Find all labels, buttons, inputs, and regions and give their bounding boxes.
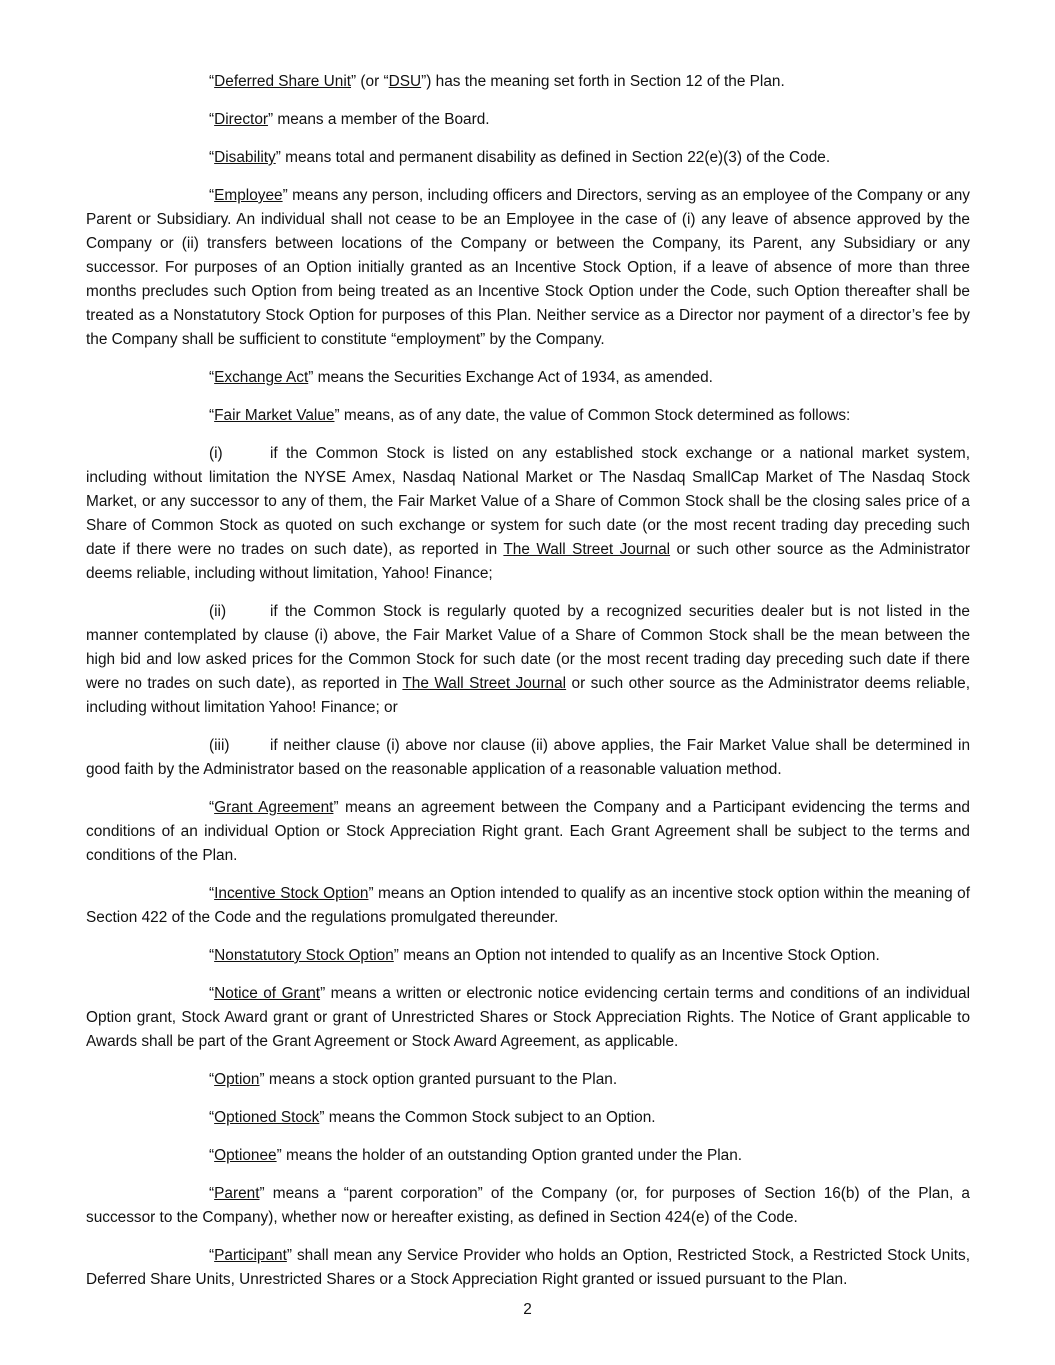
defined-term: Parent [214, 1185, 260, 1202]
defined-term: Disability [214, 149, 276, 166]
defined-term: Fair Market Value [214, 407, 335, 424]
definition-notice-of-grant: “Notice of Grant” means a written or electronic notice evidencing certain terms and conditions of an individual Option grant, Stock Award grant or grant of Unrestricted Shares or Stock Appreciation Rights. The Notice of Grant applicable to Awards shall be part of the Grant Agreement or Stock Award Agreement, as applicable. [86, 985, 970, 1050]
definition-optioned-stock: “Optioned Stock” means the Common Stock subject to an Option. [209, 1109, 656, 1126]
definition-disability: “Disability” means total and permanent disability as defined in Section 22(e)(3) of the Code. [209, 149, 831, 166]
page-number: 2 [523, 1301, 532, 1318]
definition-grant-agreement: “Grant Agreement” means an agreement between the Company and a Participant evidencing the terms and conditions of an individual Option or Stock Appreciation Right grant. Each Grant Agreement shall be subject to the terms and conditions of the Plan. [86, 799, 970, 864]
defined-term: Incentive Stock Option [214, 885, 369, 902]
defined-term: Grant Agreement [214, 799, 334, 816]
fmv-clause-i: (i) if the Common Stock is listed on any established stock exchange or a national market system, including without limitation the NYSE Amex, Nasdaq National Market or The Nasdaq SmallCap Market of The Nasdaq Stock Market, or any successor to any of them, the Fair Market Value of a Share of Common Stock shall be the closing sales price of a Share of Common Stock as quoted on such exchange or system for such date (or the most recent trading day preceding such date if there were no trades on such date), as reported in The Wall Street Journal or such other source as the Administrator deems reliable, including without limitation, Yahoo! Finance; [86, 442, 970, 586]
definition-participant: “Participant” shall mean any Service Provider who holds an Option, Restricted Stock, a Restricted Stock Units, Deferred Share Units, Unrestricted Shares or a Stock Appreciation Right granted or issued pursuant to the Plan. [86, 1247, 970, 1288]
definition-option: “Option” means a stock option granted pursuant to the Plan. [209, 1071, 618, 1088]
clause-number: (i) [209, 445, 223, 462]
defined-term: Participant [214, 1247, 287, 1264]
fmv-clause-ii: (ii) if the Common Stock is regularly quoted by a recognized securities dealer but is not listed in the manner contemplated by clause (i) above, the Fair Market Value of a Share of Common Stock shall be the mean between the high bid and low asked prices for the Common Stock for such date (or the most recent trading day preceding such date if there were no trades on such date), as reported in The Wall Street Journal or such other source as the Administrator deems reliable, including without limitation Yahoo! Finance; or [86, 600, 970, 720]
defined-term: Director [214, 111, 269, 128]
definition-director: “Director” means a member of the Board. [209, 111, 490, 128]
defined-term: Nonstatutory Stock Option [214, 947, 394, 964]
definition-optionee: “Optionee” means the holder of an outstanding Option granted under the Plan. [209, 1147, 743, 1164]
defined-term: Employee [214, 187, 283, 204]
defined-term: Notice of Grant [214, 985, 321, 1002]
definition-nonstatutory-stock-option: “Nonstatutory Stock Option” means an Option not intended to qualify as an Incentive Stock Option. [209, 947, 880, 964]
definition-employee: “Employee” means any person, including officers and Directors, serving as an employee of the Company or any Parent or Subsidiary. An individual shall not cease to be an Employee in the case of (i) any leave of absence approved by the Company or (ii) transfers between locations of the Company or between the Company, its Parent, any Subsidiary or any successor. For purposes of an Option initially granted as an Incentive Stock Option, if a leave of absence of more than three months precludes such Option from being treated as an Incentive Stock Option under the Code, such Option thereafter shall be treated as a Nonstatutory Stock Option for purposes of this Plan. Neither service as a Director nor payment of a director’s fee by the Company shall be sufficient to constitute “employment” by the Company. [86, 187, 970, 348]
publication-reference: The Wall Street Journal [503, 541, 671, 558]
definition-deferred-share-unit: “Deferred Share Unit” (or “DSU”) has the meaning set forth in Section 12 of the Plan. [209, 73, 785, 90]
fmv-clause-iii: (iii) if neither clause (i) above nor clause (ii) above applies, the Fair Market Value shall be determined in good faith by the Administrator based on the reasonable application of a reasonable valuation method. [86, 734, 970, 782]
defined-term: Exchange Act [214, 369, 309, 386]
definition-parent: “Parent” means a “parent corporation” of the Company (or, for purposes of Section 16(b) of the Plan, a successor to the Company), whether now or hereafter existing, as defined in Section 424(e) of the Code. [86, 1185, 970, 1226]
defined-term: Deferred Share Unit [214, 73, 352, 90]
definition-exchange-act: “Exchange Act” means the Securities Exchange Act of 1934, as amended. [209, 369, 713, 386]
clause-number: (ii) [209, 603, 227, 620]
defined-term: Optionee [214, 1147, 277, 1164]
publication-reference: The Wall Street Journal [402, 675, 567, 692]
clause-number: (iii) [209, 737, 230, 754]
defined-term: Option [214, 1071, 260, 1088]
definition-fair-market-value: “Fair Market Value” means, as of any date, the value of Common Stock determined as follows: [209, 407, 851, 424]
defined-term: DSU [388, 73, 422, 90]
document-page [86, 70, 970, 1306]
defined-term: Optioned Stock [214, 1109, 320, 1126]
definition-incentive-stock-option: “Incentive Stock Option” means an Option intended to qualify as an incentive stock option within the meaning of Section 422 of the Code and the regulations promulgated thereunder. [86, 885, 970, 926]
